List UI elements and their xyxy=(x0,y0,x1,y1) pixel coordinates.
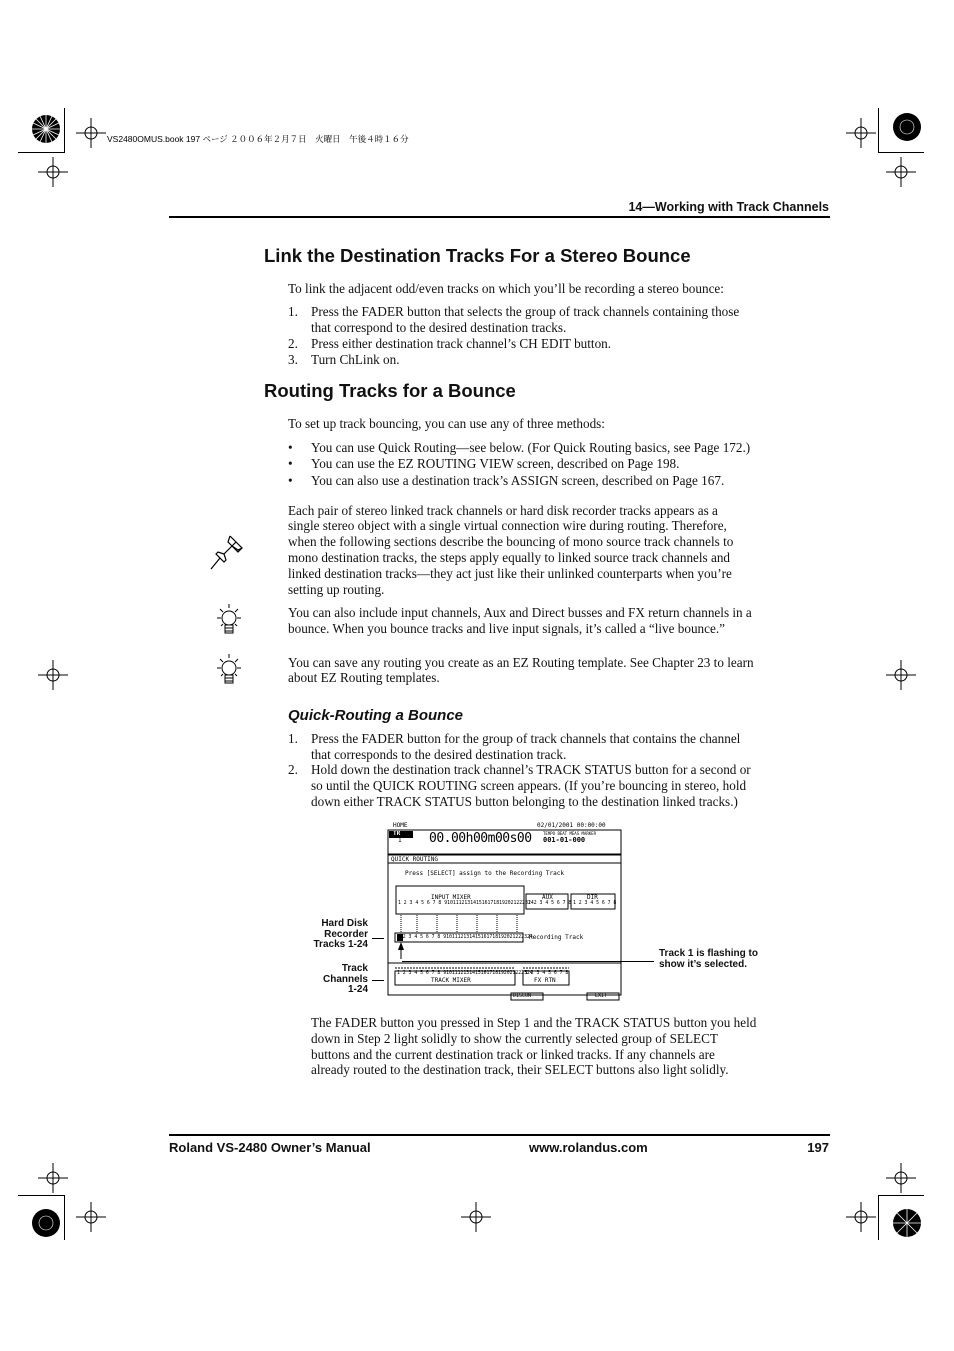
bullet-text: You can also use a destination track’s ASSIGN screen, described on Page 167. xyxy=(311,473,725,488)
screen-recording-track-label: Recording Track xyxy=(529,934,584,941)
screen-channel-numbers: 1 2 3 4 5 6 7 8 9101112131415161718192021222324 xyxy=(398,901,534,906)
screen-input-mixer-label: INPUT MIXER xyxy=(431,894,471,901)
screen-dir-label: DIR xyxy=(587,894,598,901)
tip-line: bounce. When you bounce tracks and live input signals, it’s called a “live bounce.” xyxy=(288,621,726,636)
list-item xyxy=(288,440,808,456)
lightbulb-tip-icon xyxy=(212,652,246,690)
crosshair-icon xyxy=(76,118,106,148)
screen-datetime: 02/01/2001 00:00:00 xyxy=(537,822,606,829)
callout-leader-line xyxy=(372,980,384,981)
list-item xyxy=(288,731,808,763)
lightbulb-tip-icon xyxy=(212,602,246,640)
callout-line: 1-24 xyxy=(347,984,368,995)
screen-time-display: 00.00h00m00s00 xyxy=(429,831,532,846)
footer-manual-title: Roland VS-2480 Owner’s Manual xyxy=(169,1140,371,1155)
bullet-text: You can use the EZ ROUTING VIEW screen, described on Page 198. xyxy=(311,456,680,471)
callout-line: Channels xyxy=(322,973,368,985)
list-item xyxy=(288,336,808,352)
screen-exit-button: EXIT xyxy=(595,993,608,999)
callout-track-channels xyxy=(300,964,368,996)
step-text: down either TRACK STATUS button belonging to the destination linked tracks.) xyxy=(311,794,738,809)
step-text: Hold down the destination track channel’s TRACK STATUS button for a second or xyxy=(311,762,751,777)
step-text: Press the FADER button for the group of track channels that contains the channel xyxy=(311,731,741,746)
callout-leader-line xyxy=(402,961,654,962)
paragraph-line: buttons and the current destination track or linked tracks. If any channels are xyxy=(311,1047,715,1062)
callout-line: Tracks 1-24 xyxy=(313,939,368,950)
bullet: • xyxy=(288,456,293,471)
list-item xyxy=(288,456,808,472)
step-text: that corresponds to the desired destination track. xyxy=(311,747,567,762)
registration-target-icon xyxy=(888,108,926,146)
bullet: • xyxy=(288,473,293,488)
screen-discon-button: DISCON xyxy=(513,993,532,999)
crosshair-icon xyxy=(886,1163,916,1193)
list-item xyxy=(288,473,808,489)
callout-leader-line xyxy=(372,938,384,939)
callout-line: show it’s selected. xyxy=(659,958,747,970)
step-number: 1. xyxy=(288,731,298,746)
footer-website: www.rolandus.com xyxy=(529,1140,648,1155)
screen-fx-numbers: 1 2 3 4 5 6 7 8 xyxy=(525,971,569,976)
registration-target-icon xyxy=(27,110,65,148)
step-text: so until the QUICK ROUTING screen appears. (If you’re bouncing in stereo, hold xyxy=(311,778,747,793)
list-item xyxy=(288,352,808,368)
note-line: when the following sections describe the bouncing of mono source track channels to xyxy=(288,534,734,549)
section-heading-routing-tracks: Routing Tracks for a Bounce xyxy=(264,380,516,401)
crosshair-icon xyxy=(38,660,68,690)
crosshair-icon xyxy=(461,1202,491,1232)
tip-line: You can also include input channels, Aux and Direct busses and FX return channels in a xyxy=(288,605,752,620)
paragraph-line: down in Step 2 light solidly to show the currently selected group of SELECT xyxy=(311,1031,718,1046)
crosshair-icon xyxy=(886,157,916,187)
registration-target-icon xyxy=(888,1204,926,1242)
file-info: VS2480OMUS.book 197 ページ ２００６年２月７日 火曜日 午後４時１６分 xyxy=(107,134,409,144)
note-line: mono destination tracks, the steps apply equally to linked source track channels and xyxy=(288,550,731,565)
screen-aux-label: AUX xyxy=(542,894,553,901)
screen-track-numbers: 1 2 3 4 5 6 7 8 9101112131415161718192021222324 xyxy=(397,935,533,940)
note-line: Each pair of stereo linked track channels or hard disk recorder tracks appears as a xyxy=(288,503,718,518)
step-text: Press the FADER button that selects the group of track channels containing those xyxy=(311,304,740,319)
screen-track-mixer-label: TRACK MIXER xyxy=(431,977,471,984)
callout-line: Recorder xyxy=(324,928,368,940)
crosshair-icon xyxy=(846,1202,876,1232)
callout-track-flashing xyxy=(659,949,799,970)
header-rule xyxy=(169,216,830,218)
step-number: 1. xyxy=(288,304,298,319)
crosshair-icon xyxy=(846,118,876,148)
step-number: 2. xyxy=(288,336,298,351)
list-item xyxy=(288,304,808,336)
screen-tr-label: TR xyxy=(393,830,401,837)
pushpin-note-icon xyxy=(208,532,248,572)
callout-line: Hard Disk xyxy=(321,918,368,929)
screen-tr-value: 1 xyxy=(398,837,402,844)
screen-track-channel-numbers: 1 2 3 4 5 6 7 8 9101112131415161718192021222324 xyxy=(397,971,533,976)
step-text: Turn ChLink on. xyxy=(311,352,400,367)
bullet: • xyxy=(288,440,293,455)
subsection-heading-quick-routing: Quick-Routing a Bounce xyxy=(288,707,464,724)
screen-title: QUICK ROUTING xyxy=(391,856,438,863)
section2-intro: To set up track bouncing, you can use any of three methods: xyxy=(288,416,605,431)
note-line: linked destination tracks—they act just like their unlinked counterparts when you’re xyxy=(288,566,732,581)
callout-line: Track 1 is flashing to xyxy=(659,948,758,959)
crosshair-icon xyxy=(76,1202,106,1232)
note-line: single stereo object with a single virtual connection wire during routing. Therefore, xyxy=(288,518,727,533)
section-heading-link-destination: Link the Destination Tracks For a Stereo Bounce xyxy=(264,245,691,266)
registration-target-icon xyxy=(27,1204,65,1242)
quick-routing-screen xyxy=(387,822,623,1001)
step-text: Press either destination track channel’s CH EDIT button. xyxy=(311,336,612,351)
callout-line: Track xyxy=(341,963,368,974)
crosshair-icon xyxy=(38,1163,68,1193)
screen-aux-numbers: 1 2 3 4 5 6 7 8 xyxy=(528,901,572,906)
screen-measure: 001-01-000 xyxy=(543,836,586,844)
step-number: 3. xyxy=(288,352,298,367)
paragraph-line: already routed to the destination track, their SELECT buttons also light solidly. xyxy=(311,1062,729,1077)
screen-prompt: Press [SELECT] assign to the Recording Track xyxy=(405,870,564,877)
section1-intro: To link the adjacent odd/even tracks on which you’ll be recording a stereo bounce: xyxy=(288,281,724,296)
tip-line: You can save any routing you create as an EZ Routing template. See Chapter 23 to learn xyxy=(288,655,754,670)
screen-measure-header: TEMPO BEAT MEAS MARKER xyxy=(543,831,596,836)
note-line: setting up routing. xyxy=(288,582,385,597)
step-text: that correspond to the desired destination tracks. xyxy=(311,320,567,335)
step-number: 2. xyxy=(288,762,298,777)
screen-home-label: HOME xyxy=(393,822,408,829)
running-head: 14—Working with Track Channels xyxy=(628,200,829,214)
crosshair-icon xyxy=(38,157,68,187)
screen-fx-rtn-label: FX RTN xyxy=(534,977,556,984)
callout-hard-disk-tracks xyxy=(300,919,368,951)
screen-dir-numbers: 1 2 3 4 5 6 7 8 xyxy=(573,901,617,906)
list-item xyxy=(288,762,808,810)
tip-line: about EZ Routing templates. xyxy=(288,670,440,685)
paragraph-line: The FADER button you pressed in Step 1 and the TRACK STATUS button you held xyxy=(311,1015,757,1030)
bullet-text: You can use Quick Routing—see below. (For Quick Routing basics, see Page 172.) xyxy=(311,440,751,455)
crosshair-icon xyxy=(886,660,916,690)
page-number: 197 xyxy=(807,1140,829,1155)
footer-rule xyxy=(169,1134,830,1136)
